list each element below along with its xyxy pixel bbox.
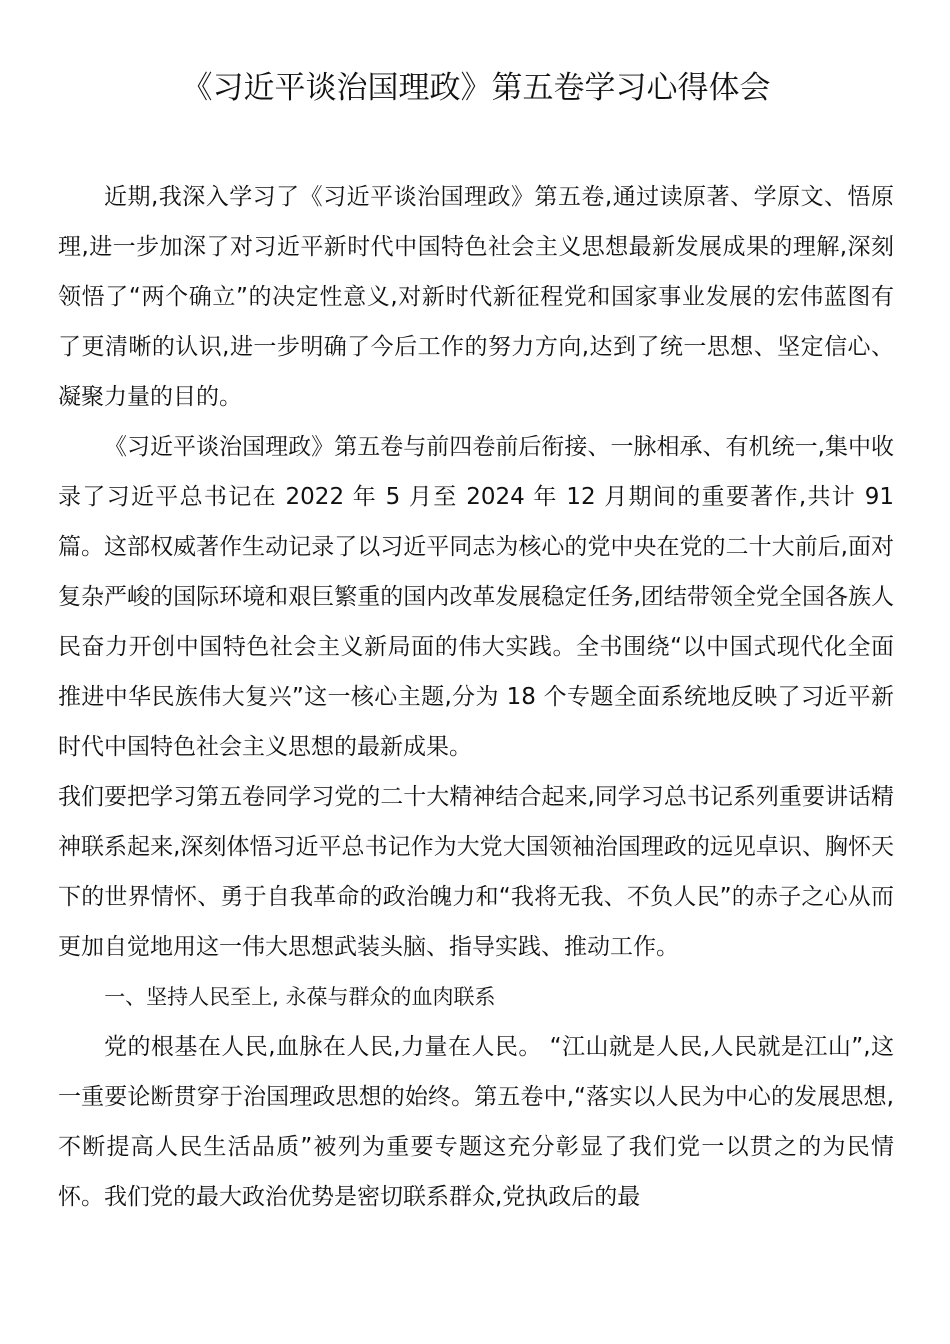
document-title: 《习近平谈治国理政》第五卷学习心得体会 (181, 70, 771, 106)
document-page (58, 64, 894, 1222)
paragraph-section-one: 党的根基在人民,血脉在人民,力量在人民。 “江山就是人民,人民就是江山”,这一重要论断贯穿于治国理政思想的始终。第五卷中,“落实以人民为中心的发展思想,不断提高人民生活品质”被列为重要专题这充分彰显了我们党一以贯之的为民情怀。我们党的最大政治优势是密切联系群众,党执政后的最 (58, 1034, 894, 1210)
paragraph-study-requirement: 我们要把学习第五卷同学习党的二十大精神结合起来,同学习总书记系列重要讲话精神联系起来,深刻体悟习近平总书记作为大党大国领袖治国理政的远见卓识、胸怀天下的世界情怀、勇于自我革命的政治魄力和“我将无我、不负人民”的赤子之心从而更加自觉地用这一伟大思想武装头脑、指导实践、推动工作。 (58, 784, 894, 960)
section-heading: 一、坚持人民至上, 永葆与群众的血肉联系 (104, 985, 496, 1009)
paragraph-intro: 近期,我深入学习了《习近平谈治国理政》第五卷,通过读原著、学原文、悟原理,进一步加深了对习近平新时代中国特色社会主义思想最新发展成果的理解,深刻领悟了“两个确立”的决定性意义,对新时代新征程党和国家事业发展的宏伟蓝图有了更清晰的认识,进一步明确了今后工作的努力方向,达到了统一思想、坚定信心、凝聚力量的目的。 (58, 184, 894, 410)
paragraph-overview: 《习近平谈治国理政》第五卷与前四卷前后衔接、一脉相承、有机统一,集中收录了习近平总书记在 2022 年 5 月至 2024 年 12 月期间的重要著作,共计 91 篇。这部权威著作生动记录了以习近平同志为核心的党中央在党的二十大前后,面对复杂严峻的国际环境和艰巨繁重的国内改革发展稳定任务,团结带领全党全国各族人民奋力开创中国特色社会主义新局面的伟大实践。全书围绕“以中国式现代化全面推进中华民族伟大复兴”这一核心主题,分为 18 个专题全面系统地反映了习近平新时代中国特色社会主义思想的最新成果。 (58, 434, 894, 760)
